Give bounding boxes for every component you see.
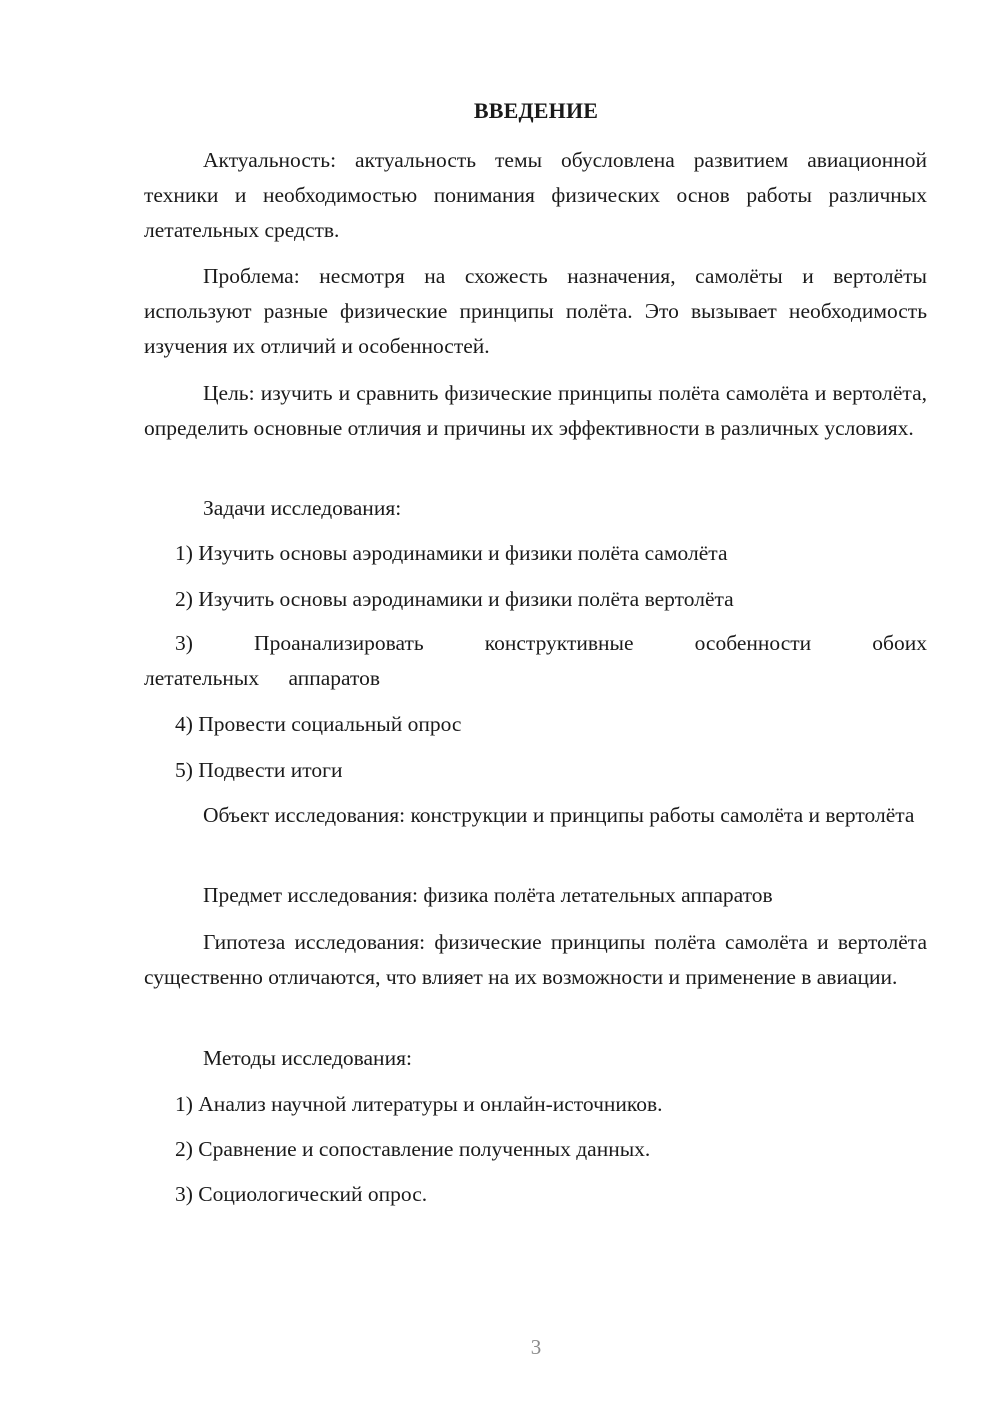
page-number: 3 (530, 1335, 542, 1359)
subject-paragraph: Предмет исследования: физика полёта летательных аппаратов (203, 883, 773, 907)
hypothesis-paragraph: Гипотеза исследования: физические принципы полёта самолёта и вертолёта существенно отличаются, что влияет на их возможности и применение в авиации. (144, 930, 927, 989)
section-heading: ВВЕДЕНИЕ (473, 98, 599, 123)
task-item: 5) Подвести итоги (175, 758, 343, 782)
tasks-heading: Задачи исследования: (203, 496, 402, 520)
task-item: 3) Проанализировать конструктивные особенности обоих летательных аппаратов (144, 631, 927, 690)
relevance-paragraph: Актуальность: актуальность темы обусловлена развитием авиационной техники и необходимостью понимания физических основ работы различных летательных средств. (144, 148, 927, 242)
goal-paragraph: Цель: изучить и сравнить физические принципы полёта самолёта и вертолёта, определить основные отличия и причины их эффективности в различных условиях. (144, 381, 927, 440)
method-item: 1) Анализ научной литературы и онлайн-источников. (175, 1092, 663, 1116)
method-item: 2) Сравнение и сопоставление полученных данных. (175, 1137, 651, 1161)
methods-heading: Методы исследования: (203, 1046, 412, 1070)
task-item: 2) Изучить основы аэродинамики и физики полёта вертолёта (175, 587, 734, 611)
object-paragraph: Объект исследования: конструкции и принципы работы самолёта и вертолёта (203, 803, 915, 827)
task-item: 4) Провести социальный опрос (175, 712, 462, 736)
task-item: 1) Изучить основы аэродинамики и физики полёта самолёта (175, 541, 728, 565)
problem-paragraph: Проблема: несмотря на схожесть назначения, самолёты и вертолёты используют разные физические принципы полёта. Это вызывает необходимость изучения их отличий и особенностей. (144, 264, 927, 358)
method-item: 3) Социологический опрос. (175, 1182, 428, 1206)
